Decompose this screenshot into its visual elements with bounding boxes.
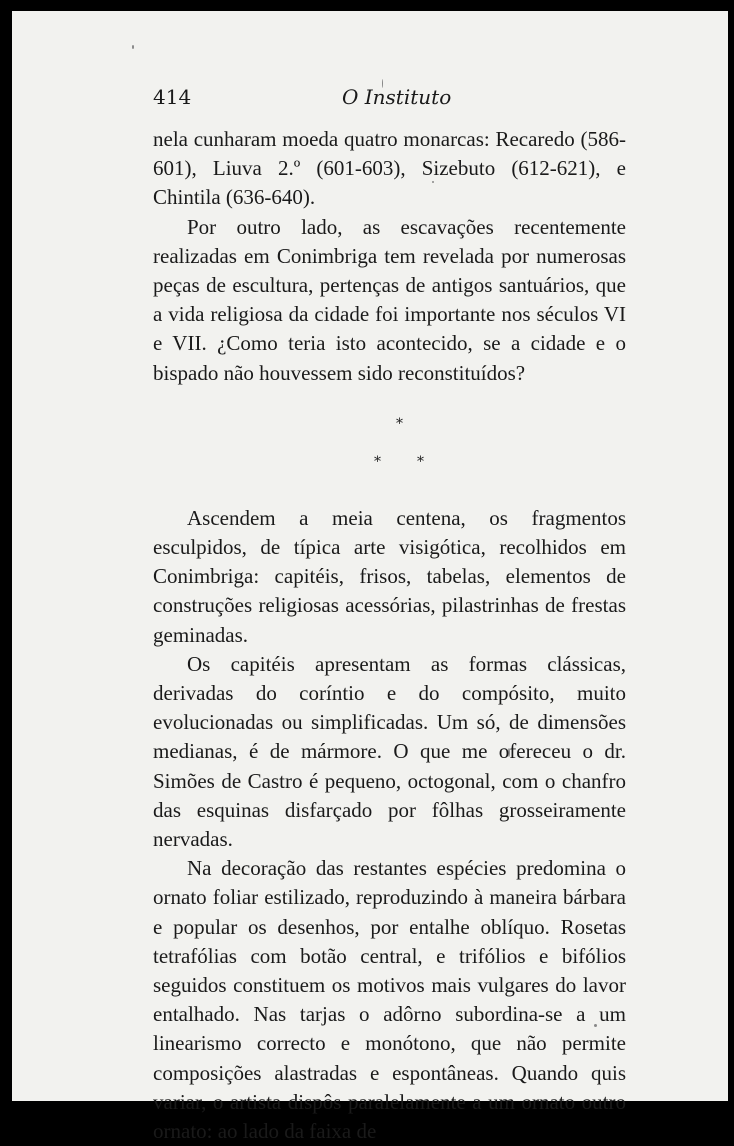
body-text <box>153 125 626 1146</box>
paragraph: Na decoração das restantes espécies predomina o ornato foliar estilizado, reproduzindo à maneira bárbara e popular os desenhos, por entalhe oblíquo. Rosetas tetrafólias com botão central, e trifólios e bifólios seguidos constituem os motivos mais vulgares do lavor entalhado. Nas tarjas o adôrno subordina-se a um linearismo correcto e monótono, que não permite composições alastradas e espontâneas. Quando quis variar, o artista dispôs paralelamente a um ornato outro ornato: ao lado da faixa de <box>153 856 626 1144</box>
running-title: O Instituto <box>342 85 452 109</box>
paragraph: Os capitéis apresentam as formas clássicas, derivadas do coríntio e do compósito, muito evolucionadas ou simplificadas. Um só, de dimensões medianas, é de mármore. O que me ofereceu o dr. Simões de Castro é pequeno, octogonal, com o chanfro das esquinas disfarçado por fôlhas grosseiramente nervadas. <box>153 651 626 852</box>
asterism-star: * <box>417 453 424 470</box>
paragraph: Por outro lado, as escavações recentemente realizadas em Conimbriga tem revelada por numerosas peças de escultura, pertenças de antigos santuários, que a vida religiosa da cidade foi importante nos séculos VI e VII. ¿Como teria isto acontecido, se a cidade e o bispado não houvessem sido reconstituídos? <box>153 214 626 385</box>
page-number: 414 <box>153 85 192 109</box>
asterism-star: * <box>374 453 381 470</box>
book-page <box>12 11 728 1144</box>
page-header <box>12 85 728 115</box>
paragraph-continuation: nela cunharam moeda quatro monarcas: Recaredo (586-601), Liuva 2.º (601-603), Sizebuto (612-621), e Chintila (636-640). <box>153 127 626 210</box>
asterism-star: * <box>396 415 403 432</box>
section-asterism <box>153 388 626 504</box>
paper-speck <box>132 45 134 49</box>
paragraph: Ascendem a meia centena, os fragmentos esculpidos, de típica arte visigótica, recolhidos em Conimbriga: capitéis, frisos, tabelas, elementos de construções religiosas acessórias, pilastrinhas de frestas geminadas. <box>153 505 626 647</box>
